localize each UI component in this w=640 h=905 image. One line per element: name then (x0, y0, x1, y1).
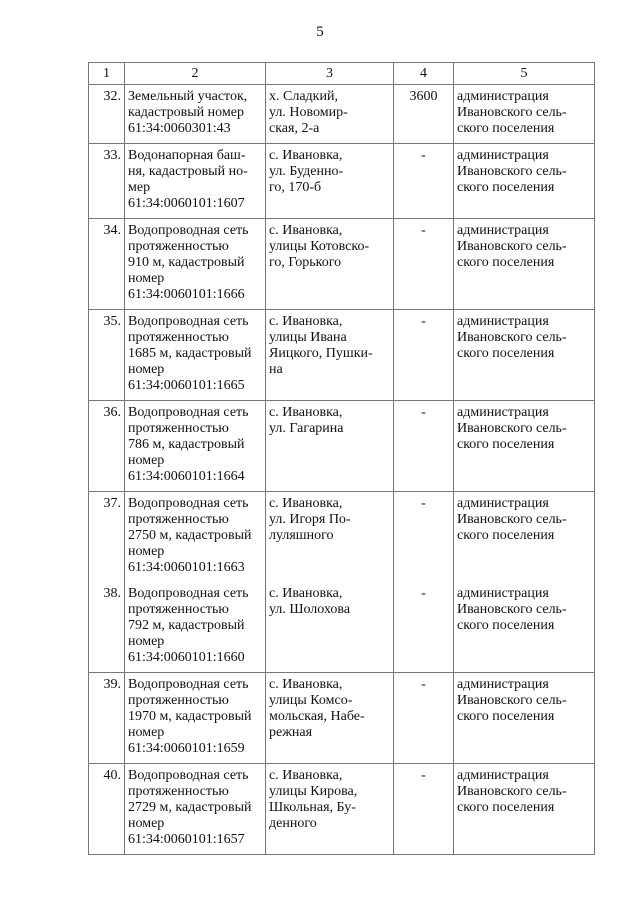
object-area: - (394, 764, 454, 855)
row-number: 40. (89, 764, 125, 855)
row-number: 38. (89, 582, 125, 673)
page-number: 5 (316, 24, 324, 40)
property-table (88, 62, 595, 855)
row-number: 39. (89, 673, 125, 764)
object-description: Водопроводная сеть протяженностью 786 м, кадастровый номер 61:34:0060101:1664 (125, 401, 266, 492)
table-row (89, 673, 595, 764)
table-row (89, 219, 595, 310)
object-area: - (394, 310, 454, 401)
object-description: Водопроводная сеть протяженностью 2750 м, кадастровый номер 61:34:0060101:1663 (125, 492, 266, 583)
row-number: 37. (89, 492, 125, 583)
object-address: с. Ивановка, улицы Кирова, Школьная, Бу- денного (266, 764, 394, 855)
object-address: с. Ивановка, улицы Комсо- мольская, Набе- режная (266, 673, 394, 764)
rights-holder: администрация Ивановского сель- ского поселения (454, 673, 595, 764)
row-number: 34. (89, 219, 125, 310)
object-address: с. Ивановка, ул. Шолохова (266, 582, 394, 673)
object-area: - (394, 401, 454, 492)
object-area: - (394, 582, 454, 673)
row-number: 35. (89, 310, 125, 401)
object-description: Водопроводная сеть протяженностью 1685 м, кадастровый номер 61:34:0060101:1665 (125, 310, 266, 401)
table-row (89, 310, 595, 401)
object-area: - (394, 492, 454, 583)
object-area: - (394, 219, 454, 310)
column-header: 2 (125, 63, 266, 85)
table-row (89, 144, 595, 219)
object-address: с. Ивановка, улицы Ивана Яицкого, Пушки- на (266, 310, 394, 401)
rights-holder: администрация Ивановского сель- ского поселения (454, 144, 595, 219)
object-description: Водопроводная сеть протяженностью 792 м, кадастровый номер 61:34:0060101:1660 (125, 582, 266, 673)
object-address: с. Ивановка, улицы Котовско- го, Горького (266, 219, 394, 310)
object-area: 3600 (394, 85, 454, 144)
rights-holder: администрация Ивановского сель- ского поселения (454, 85, 595, 144)
object-address: с. Ивановка, ул. Гагарина (266, 401, 394, 492)
table-row (89, 401, 595, 492)
object-description: Водопроводная сеть протяженностью 2729 м, кадастровый номер 61:34:0060101:1657 (125, 764, 266, 855)
object-description: Водонапорная баш- ня, кадастровый но- мер 61:34:0060101:1607 (125, 144, 266, 219)
column-header: 1 (89, 63, 125, 85)
table-row (89, 582, 595, 673)
column-header: 3 (266, 63, 394, 85)
rights-holder: администрация Ивановского сель- ского поселения (454, 310, 595, 401)
table-row (89, 492, 595, 583)
rights-holder: администрация Ивановского сель- ского поселения (454, 764, 595, 855)
column-header: 5 (454, 63, 595, 85)
object-address: с. Ивановка, ул. Буденно- го, 170-б (266, 144, 394, 219)
rights-holder: администрация Ивановского сель- ского поселения (454, 219, 595, 310)
table-header-row (89, 63, 595, 85)
row-number: 36. (89, 401, 125, 492)
column-header: 4 (394, 63, 454, 85)
table-row (89, 85, 595, 144)
table-row (89, 764, 595, 855)
object-area: - (394, 144, 454, 219)
rights-holder: администрация Ивановского сель- ского поселения (454, 401, 595, 492)
row-number: 33. (89, 144, 125, 219)
object-area: - (394, 673, 454, 764)
object-description: Водопроводная сеть протяженностью 1970 м, кадастровый номер 61:34:0060101:1659 (125, 673, 266, 764)
object-description: Водопроводная сеть протяженностью 910 м, кадастровый номер 61:34:0060101:1666 (125, 219, 266, 310)
object-description: Земельный участок, кадастровый номер 61:34:0060301:43 (125, 85, 266, 144)
object-address: х. Сладкий, ул. Новомир- ская, 2-а (266, 85, 394, 144)
rights-holder: администрация Ивановского сель- ского поселения (454, 492, 595, 583)
object-address: с. Ивановка, ул. Игоря По- луляшного (266, 492, 394, 583)
rights-holder: администрация Ивановского сель- ского поселения (454, 582, 595, 673)
row-number: 32. (89, 85, 125, 144)
